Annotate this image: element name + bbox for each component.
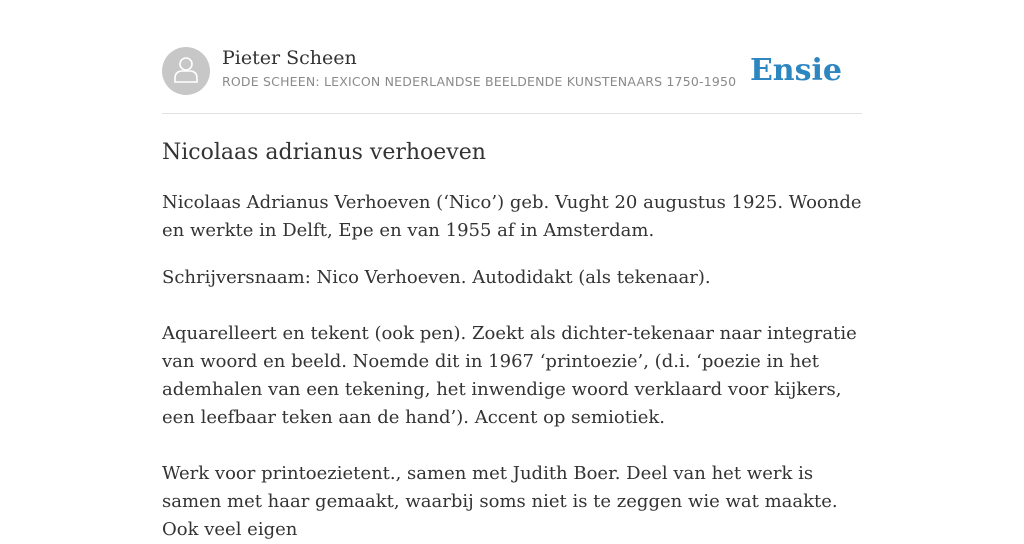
paragraph: Werk voor printoezietent., samen met Judith Boer. Deel van het werk is samen met haar gemaakt, waarbij soms niet is te zeggen wie wat maakte. Ook veel eigen [162,463,838,540]
paragraph: Aquarelleert en tekent (ook pen). Zoekt als dichter-tekenaar naar integratie van woord en beeld. Noemde dit in 1967 ‘printoezie’, (d.i. ‘poezie in het ademhalen van een tekening, het inwendige woord verklaard voor kijkers, een leefbaar teken aan de hand’). Accent op semiotiek. [162,323,857,428]
spacer [162,292,862,320]
author-name[interactable]: Pieter Scheen [222,47,357,69]
paragraph: Schrijversnaam: Nico Verhoeven. Autodidakt (als tekenaar). [162,267,711,288]
article-title: Nicolaas adrianus verhoeven [162,140,486,165]
article-body [162,138,862,544]
spacer [162,432,862,460]
avatar[interactable] [162,47,210,95]
header-divider [162,113,862,114]
spacer [162,245,862,264]
paragraph: Nicolaas Adrianus Verhoeven (‘Nico’) geb. Vught 20 augustus 1925. Woonde en werkte in Delft, Epe en van 1955 af in Amsterdam. [162,192,862,241]
source-title[interactable]: RODE SCHEEN: LEXICON NEDERLANDSE BEELDENDE KUNSTENAARS 1750-1950 [222,74,737,89]
article-header [162,46,862,96]
brand-logo[interactable]: Ensie [749,53,842,88]
user-icon [172,54,200,89]
